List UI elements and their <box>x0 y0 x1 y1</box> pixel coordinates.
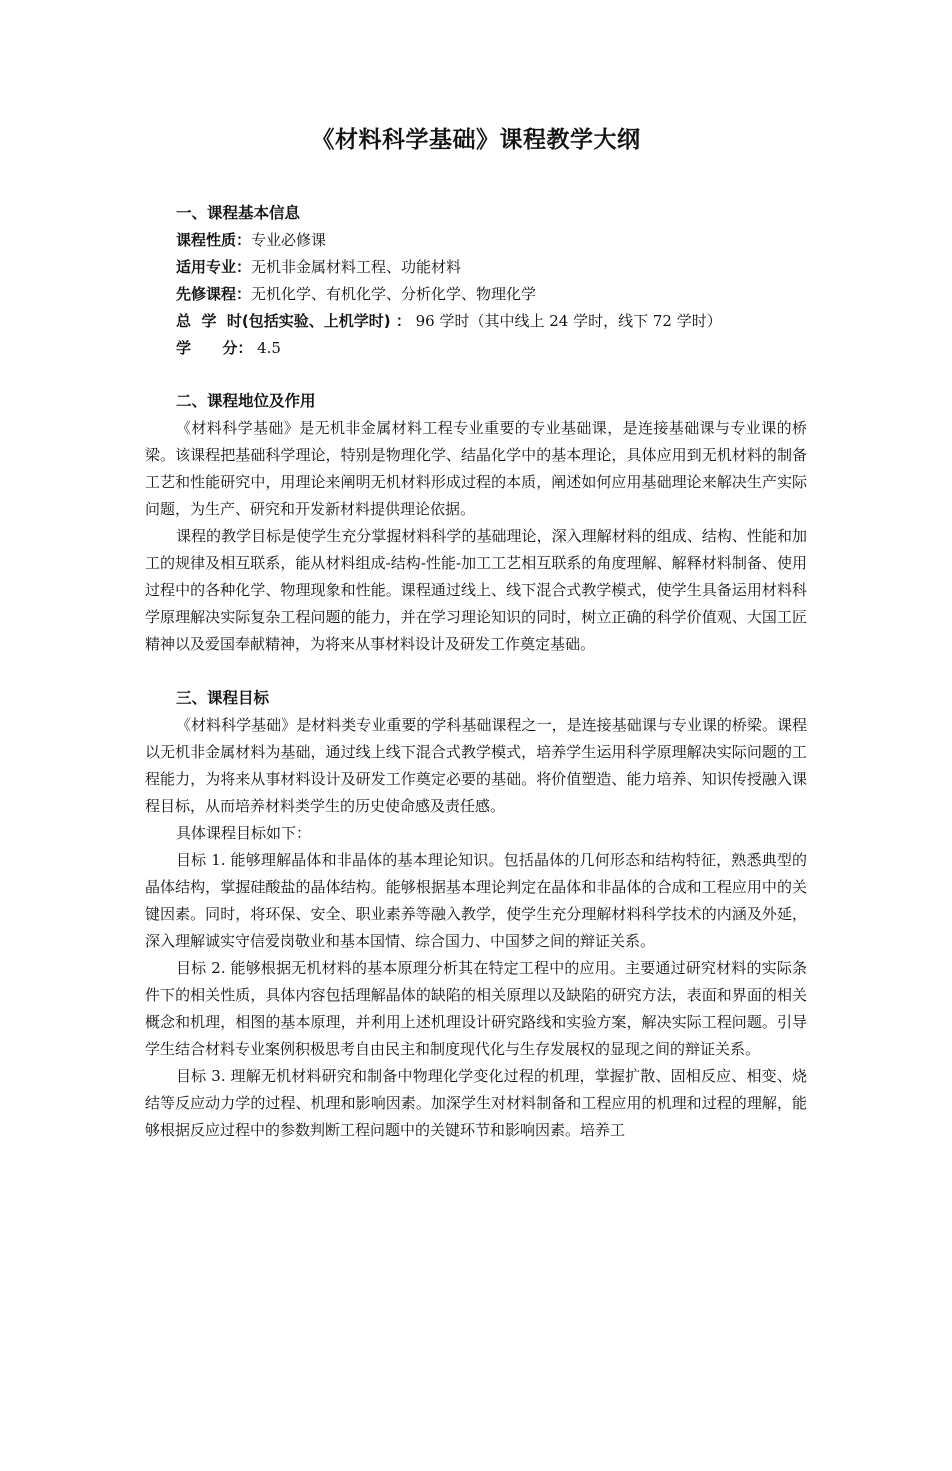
section-heading: 二、课程地位及作用 <box>176 392 316 410</box>
info-label: 适用专业： <box>176 258 252 276</box>
info-value: 专业必修课 <box>251 231 327 249</box>
section-heading: 一、课程基本信息 <box>176 204 301 222</box>
section-course-objectives <box>145 685 807 1144</box>
info-value: 无机非金属材料工程、功能材料 <box>251 258 462 276</box>
info-row-total-hours <box>176 308 807 335</box>
info-label: 课程性质： <box>176 231 252 249</box>
info-label: 先修课程： <box>176 285 252 303</box>
info-row-credits <box>176 335 807 362</box>
info-value: 4.5 <box>252 339 281 357</box>
paragraph: 具体课程目标如下： <box>176 824 312 842</box>
info-row-course-nature <box>176 227 807 254</box>
document-page <box>0 124 952 1471</box>
paragraph: 《材料科学基础》是材料类专业重要的学科基础课程之一，是连接基础课与专业课的桥梁。课程以无机非金属材料为基础，通过线上线下混合式教学模式，培养学生运用科学原理解决实际问题的工程能力，为将来从事材料设计及研发工作奠定必要的基础。将价值塑造、能力培养、知识传授融入课程目标，从而培养材料类学生的历史使命感及责任感。 <box>145 716 807 815</box>
info-label: 总 学 时(包括实验、上机学时) ： <box>176 312 411 330</box>
info-row-prerequisites <box>176 281 807 308</box>
info-value: 96 学时（其中线上 24 学时，线下 72 学时） <box>410 312 722 330</box>
paragraph: 课程的教学目标是使学生充分掌握材料科学的基础理论，深入理解材料的组成、结构、性能和加工的规律及相互联系，能从材料组成-结构-性能-加工工艺相互联系的角度理解、解释材料制备、使用过程中的各种化学、物理现象和性能。课程通过线上、线下混合式教学模式，使学生具备运用材料科学原理解决实际复杂工程问题的能力，并在学习理论知识的同时，树立正确的科学价值观、大国工匠精神以及爱国奉献精神，为将来从事材料设计及研发工作奠定基础。 <box>145 527 807 653</box>
document-title: 《材料科学基础》课程教学大纲 <box>311 127 641 153</box>
section-course-role <box>145 388 807 658</box>
info-label: 学 分： <box>176 339 253 357</box>
info-value: 无机化学、有机化学、分析化学、物理化学 <box>251 285 537 303</box>
info-row-applicable-majors <box>176 254 807 281</box>
objective-paragraph: 目标 1. 能够理解晶体和非晶体的基本理论知识。包括晶体的几何形态和结构特征，熟悉典型的晶体结构，掌握硅酸盐的晶体结构。能够根据基本理论判定在晶体和非晶体的合成和工程应用中的关键因素。同时，将环保、安全、职业素养等融入教学，使学生充分理解材料科学技术的内涵及外延，深入理解诚实守信爱岗敬业和基本国情、综合国力、中国梦之间的辩证关系。 <box>145 851 807 950</box>
info-list <box>145 227 807 362</box>
objective-paragraph: 目标 3. 理解无机材料研究和制备中物理化学变化过程的机理，掌握扩散、固相反应、相变、烧结等反应动力学的过程、机理和影响因素。加深学生对材料制备和工程应用的机理和过程的理解，能够根据反应过程中的参数判断工程问题中的关键环节和影响因素。培养工 <box>145 1067 807 1139</box>
objective-paragraph: 目标 2. 能够根据无机材料的基本原理分析其在特定工程中的应用。主要通过研究材料的实际条件下的相关性质，具体内容包括理解晶体的缺陷的相关原理以及缺陷的研究方法，表面和界面的相关概念和机理，相图的基本原理，并利用上述机理设计研究路线和实验方案，解决实际工程问题。引导学生结合材料专业案例积极思考自由民主和制度现代化与生存发展权的显现之间的辩证关系。 <box>145 959 807 1058</box>
paragraph: 《材料科学基础》是无机非金属材料工程专业重要的专业基础课，是连接基础课与专业课的桥梁。该课程把基础科学理论，特别是物理化学、结晶化学中的基本理论，具体应用到无机材料的制备工艺和性能研究中，用理论来阐明无机材料形成过程的本质，阐述如何应用基础理论来解决生产实际问题，为生产、研究和开发新材料提供理论依据。 <box>145 419 807 518</box>
section-heading: 三、课程目标 <box>176 689 270 707</box>
section-basic-info <box>145 200 807 362</box>
